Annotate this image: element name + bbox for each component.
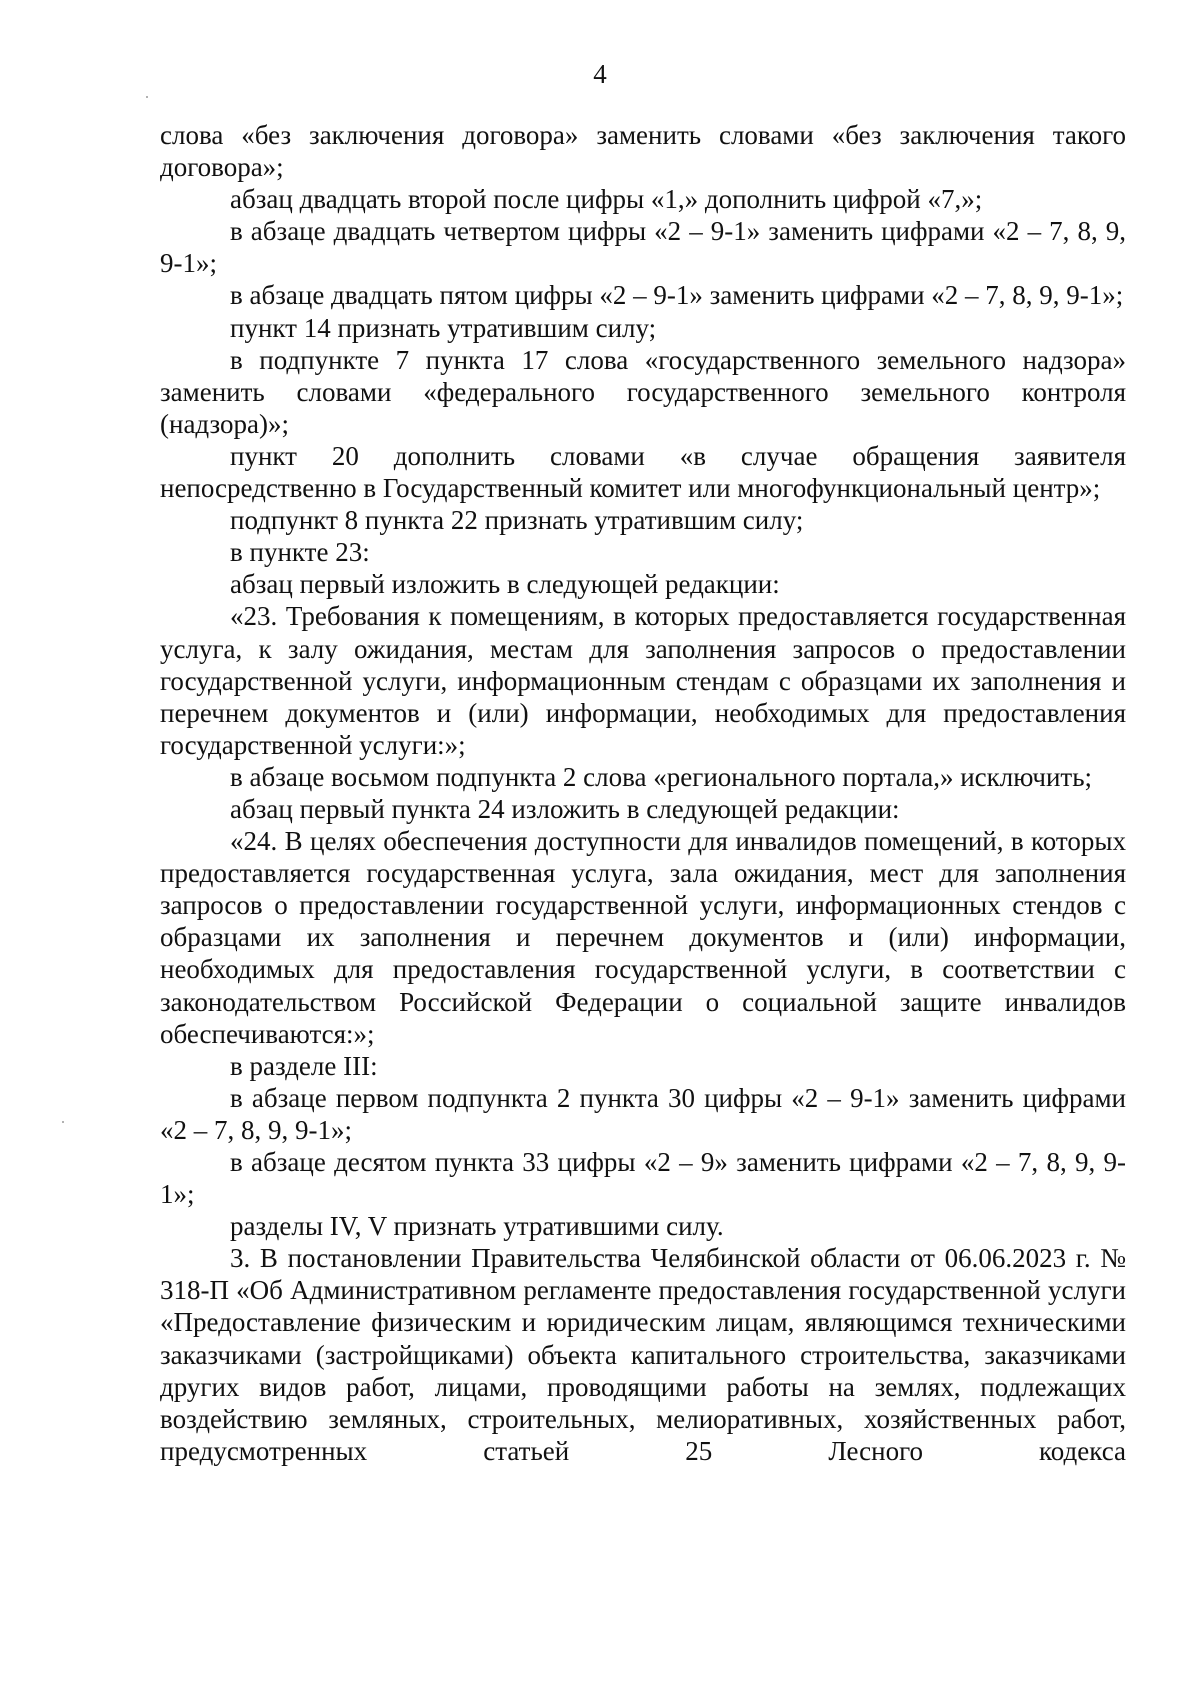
paragraph: в пункте 23:: [230, 537, 370, 568]
paragraph: слова «без заключения договора» заменить словами «без заключения такого договора»;: [160, 120, 1126, 183]
page-number: 4: [593, 59, 607, 89]
paragraph: абзац первый пункта 24 изложить в следующей редакции:: [230, 793, 900, 824]
paragraph: «23. Требования к помещениям, в которых предоставляется государственная услуга, к залу ожидания, местам для заполнения запросов о предоставлении государственной услуги, информационным стендам с образцами их заполнения и перечнем документов и (или) информации, необходимых для предоставления государственной услуги:»;: [160, 601, 1126, 760]
paragraph: разделы IV, V признать утратившими силу.: [230, 1211, 724, 1242]
paragraph: в разделе III:: [230, 1050, 378, 1081]
paragraph: в абзаце десятом пункта 33 цифры «2 – 9» заменить цифрами «2 – 7, 8, 9, 9-1»;: [160, 1147, 1126, 1210]
paragraph: в абзаце двадцать четвертом цифры «2 – 9-1» заменить цифрами «2 – 7, 8, 9, 9-1»;: [160, 216, 1126, 279]
paragraph: в абзаце первом подпункта 2 пункта 30 цифры «2 – 9-1» заменить цифрами «2 – 7, 8, 9, 9-1»;: [160, 1082, 1126, 1145]
document-body: [160, 119, 1126, 1467]
paragraph: подпункт 8 пункта 22 признать утратившим силу;: [230, 505, 804, 536]
paragraph: пункт 20 дополнить словами «в случае обращения заявителя непосредственно в Государственный комитет или многофункциональный центр»;: [160, 440, 1126, 504]
scan-speck: [146, 96, 148, 98]
paragraph: в абзаце двадцать пятом цифры «2 – 9-1» заменить цифрами «2 – 7, 8, 9, 9-1»;: [230, 280, 1124, 311]
paragraph: пункт 14 признать утратившим силу;: [230, 312, 657, 343]
paragraph: в подпункте 7 пункта 17 слова «государственного земельного надзора» заменить словами «федерального государственного земельного контроля (надзора)»;: [160, 344, 1126, 439]
paragraph: абзац двадцать второй после цифры «1,» дополнить цифрой «7,»;: [230, 184, 983, 215]
paragraph: «24. В целях обеспечения доступности для инвалидов помещений, в которых предоставляется государственная услуга, зала ожидания, мест для заполнения запросов о предоставлении государственной услуги, информационных стендов с образцами их заполнения и перечнем документов и (или) информации, необходимых для предоставления государственной услуги, в соответствии с законодательством Российской Федерации о социальной защите инвалидов обеспечиваются:»;: [160, 826, 1126, 1049]
paragraph: в абзаце восьмом подпункта 2 слова «регионального портала,» исключить;: [230, 761, 1093, 792]
paragraph: абзац первый изложить в следующей редакции:: [230, 569, 780, 600]
paragraph: 3. В постановлении Правительства Челябинской области от 06.06.2023 г. № 318-П «Об Административном регламенте предоставления государственной услуги «Предоставление физическим и юридическим лицам, являющимся техническими заказчиками (застройщиками) объекта капитального строительства, заказчиками других видов работ, лицами, проводящими работы на землях, подлежащих воздействию земляных, строительных, мелиоративных, хозяйственных работ, предусмотренных статьей 25 Лесного кодекса: [160, 1243, 1126, 1466]
scan-speck: [62, 1121, 64, 1123]
